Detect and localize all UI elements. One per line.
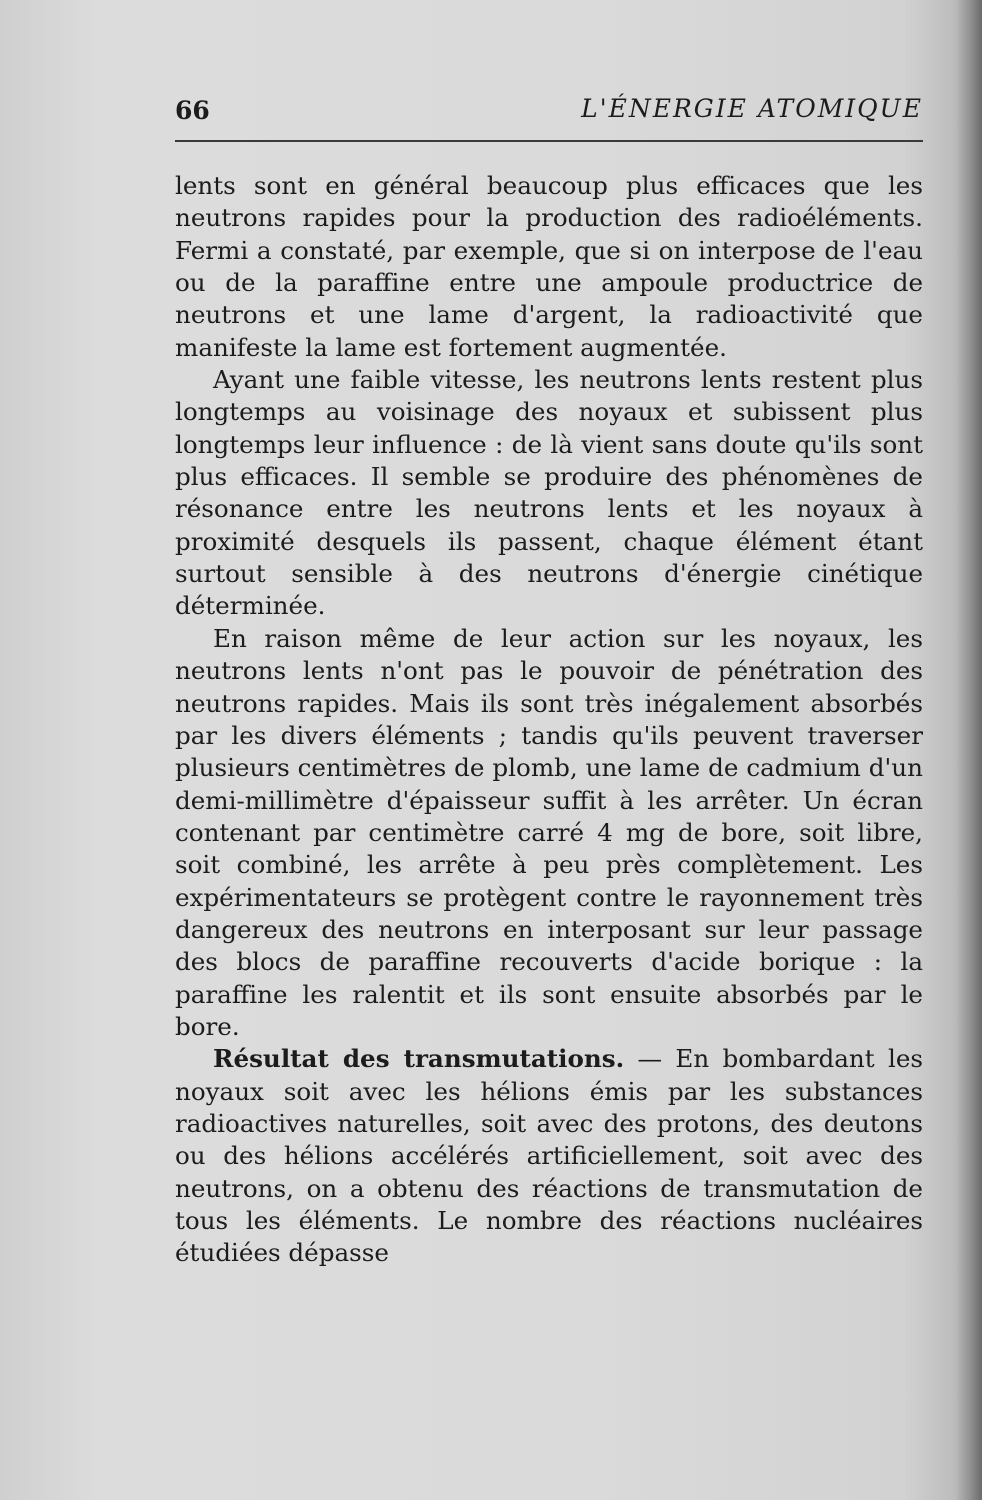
paragraph-4 xyxy=(175,1043,923,1269)
section-heading: Résultat des transmutations. xyxy=(213,1044,625,1074)
page-header xyxy=(175,88,923,132)
header-rule xyxy=(175,140,923,142)
paragraph-3: En raison même de leur action sur les noyaux, les neutrons lents n'ont pas le pouvoir de pénétration des neutrons rapides. Mais ils sont très inégalement absorbés par les divers éléments ; tandis qu'ils peuvent traverser plusieurs centimètres de plomb, une lame de cadmium d'un demi-millimètre d'épaisseur suffit à les arrêter. Un écran contenant par centimètre carré 4 mg de bore, soit libre, soit combiné, les arrête à peu près complètement. Les expérimentateurs se protègent contre le rayonnement très dangereux des neutrons en interposant sur leur passage des blocs de paraffine recouverts d'acide borique : la paraffine les ralentit et ils sont ensuite absorbés par le bore. xyxy=(175,623,923,1041)
page-edge-shadow xyxy=(956,0,982,1500)
paragraph-4-text: — En bombardant les noyaux soit avec les hélions émis par les substances radioactives naturelles, soit avec des protons, des deutons ou des hélions accélérés artificiellement, soit avec des neutrons, on a obtenu des réactions de transmutation de tous les éléments. Le nombre des réactions nucléaires étudiées dépasse xyxy=(175,1044,923,1268)
paragraph-1: lents sont en général beaucoup plus efficaces que les neutrons rapides pour la production des radioéléments. Fermi a constaté, par exemple, que si on interpose de l'eau ou de la paraffine entre une ampoule productrice de neutrons et une lame d'argent, la radioactivité que manifeste la lame est fortement augmentée. xyxy=(175,171,923,362)
paragraph-2: Ayant une faible vitesse, les neutrons lents restent plus longtemps au voisinage des noyaux et subissent plus longtemps leur influence : de là vient sans doute qu'ils sont plus efficaces. Il semble se produire des phénomènes de résonance entre les neutrons lents et les noyaux à proximité desquels ils passent, chaque élément étant surtout sensible à des neutrons d'énergie cinétique déterminée. xyxy=(175,365,923,621)
running-title: L'ÉNERGIE ATOMIQUE xyxy=(581,94,923,123)
body-text xyxy=(175,170,923,1380)
page-number: 66 xyxy=(175,96,210,125)
